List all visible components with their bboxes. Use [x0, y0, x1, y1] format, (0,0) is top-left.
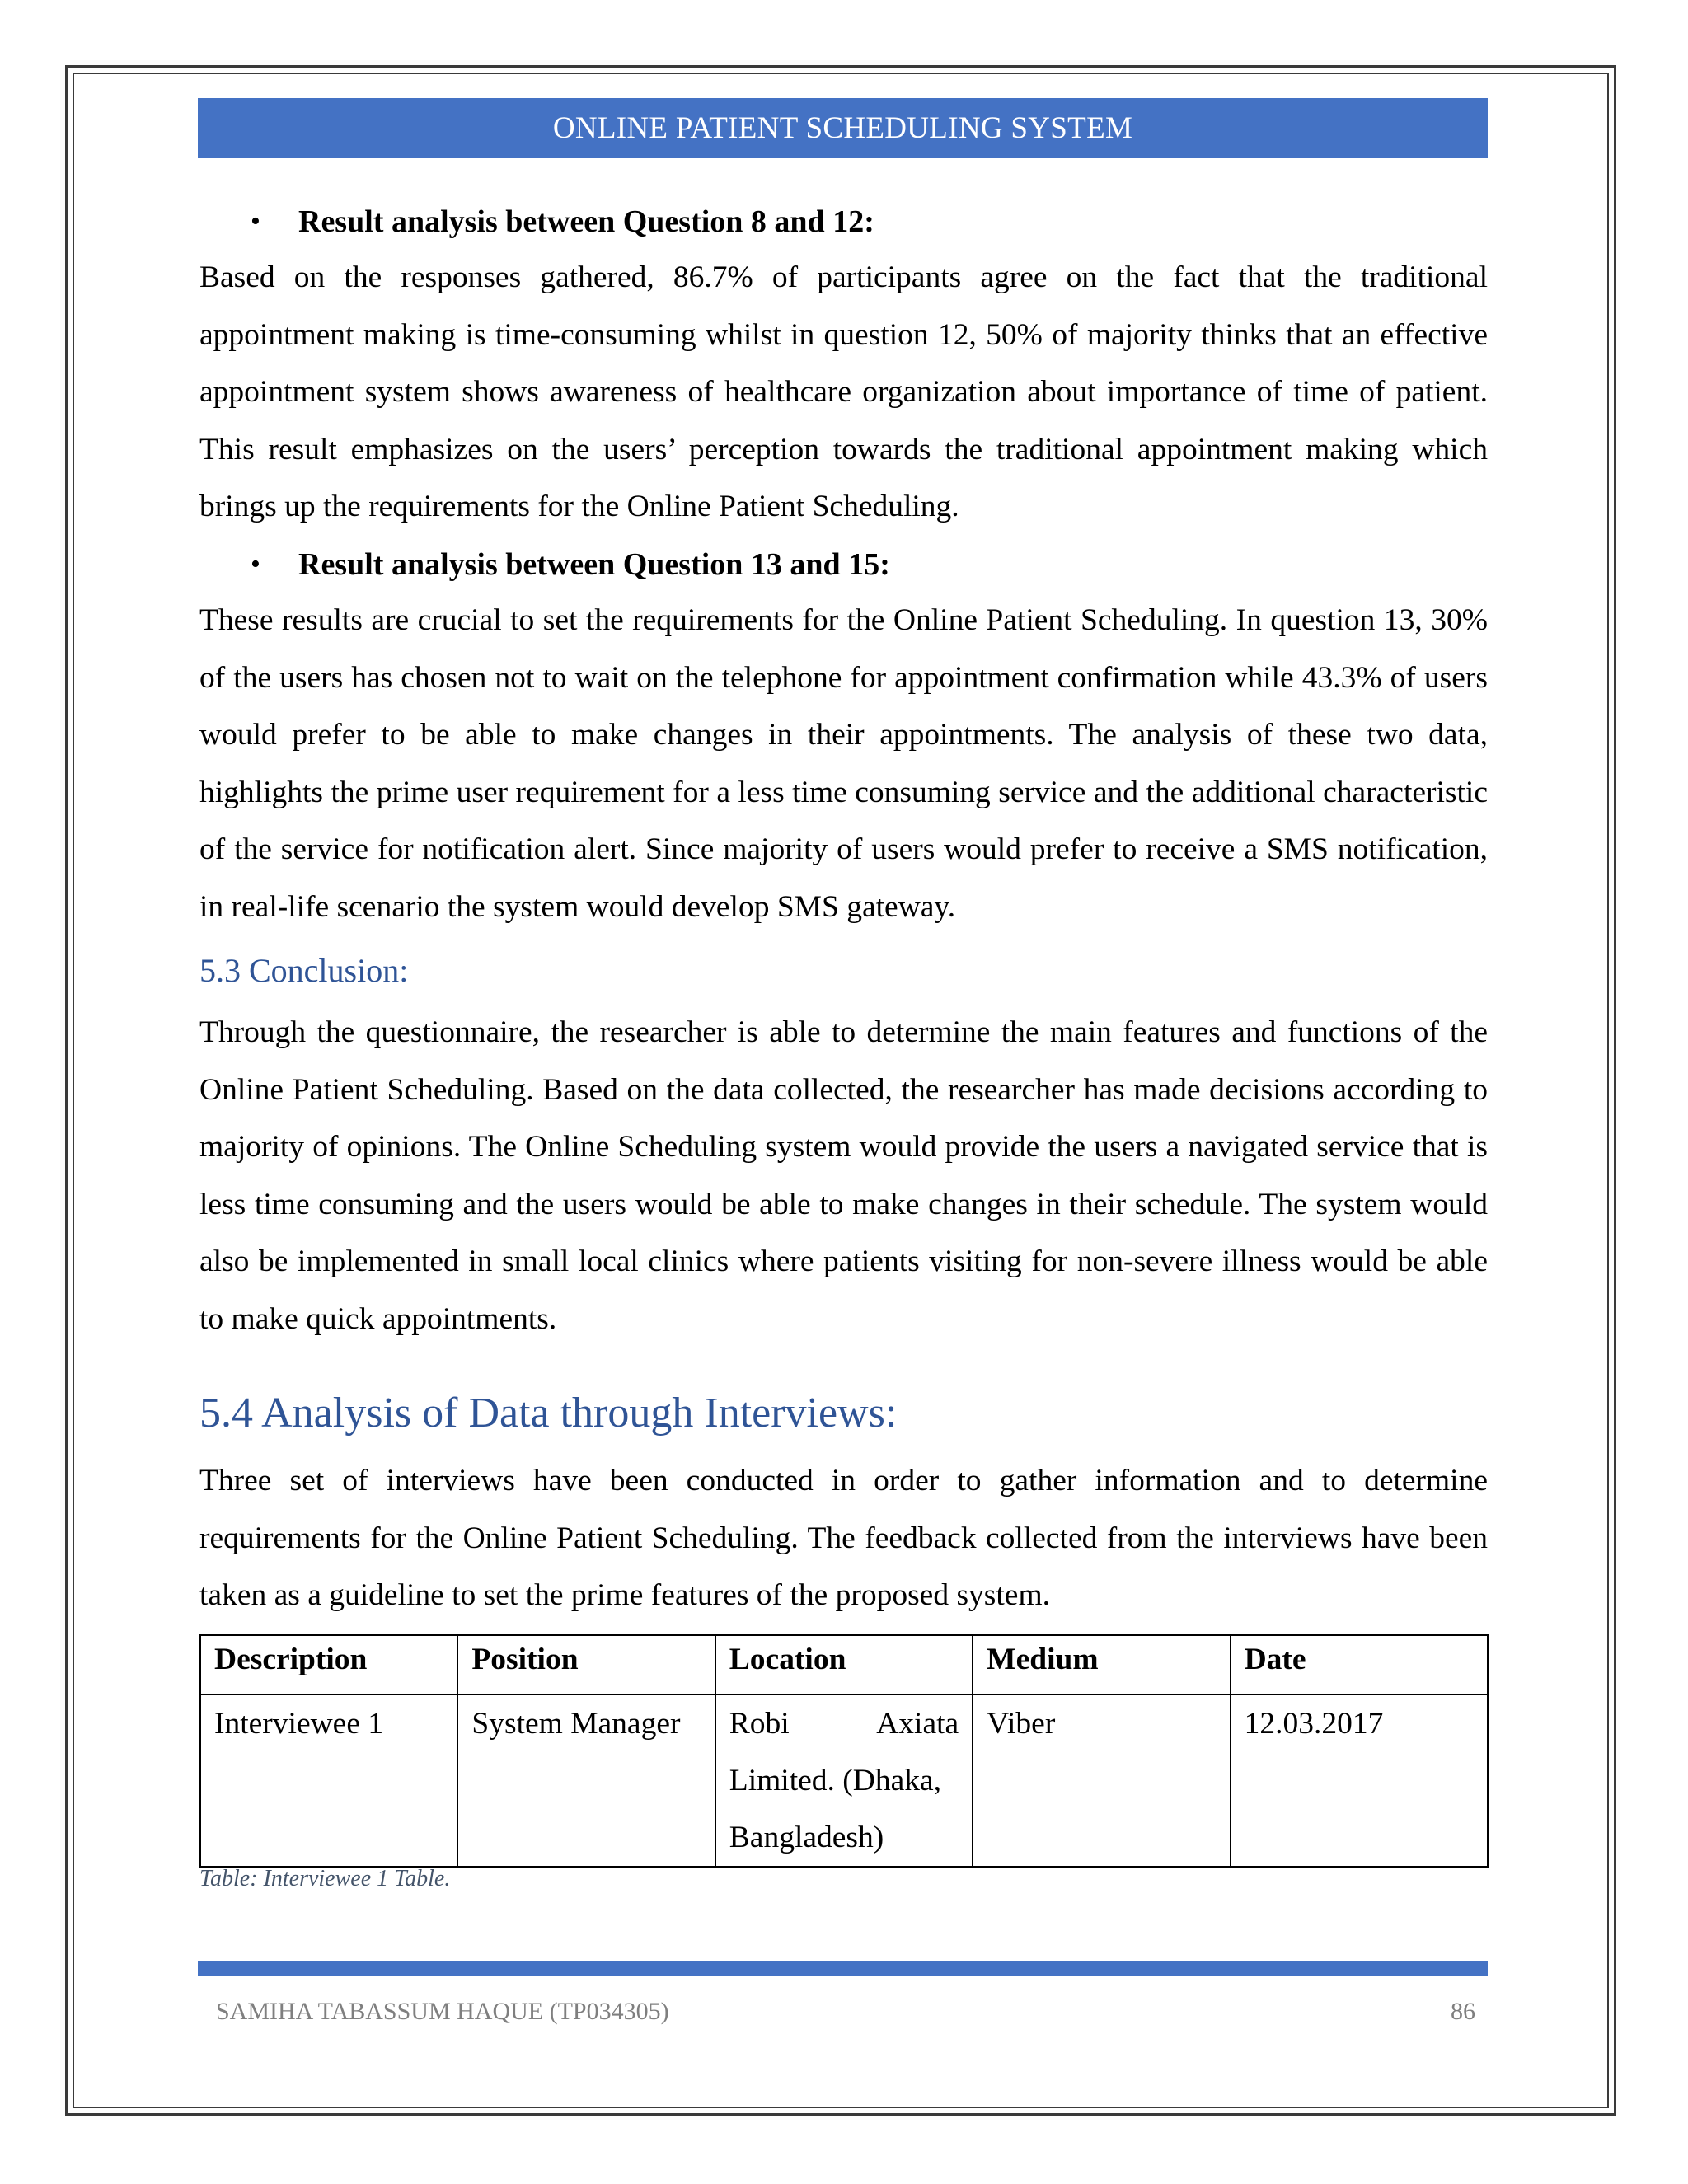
bullet-heading-q8-12: [199, 201, 1488, 242]
table-caption: Table: Interviewee 1 Table.: [199, 1866, 451, 1891]
cell-description: Interviewee 1: [200, 1694, 457, 1867]
bullet-icon: •: [251, 206, 260, 237]
footer-author: SAMIHA TABASSUM HAQUE (TP034305): [216, 1998, 669, 2025]
paragraph-interviews: Three set of interviews have been conducted in order to gather information and to determine requirements for the Online Patient Scheduling. The feedback collected from the interviews have been taken as a guideline to set the prime features of the proposed system.: [199, 1464, 1488, 1612]
paragraph-q8-12: Based on the responses gathered, 86.7% of participants agree on the fact that the traditional appointment making is time-consuming whilst in question 12, 50% of majority thinks that an effective appointment system shows awareness of healthcare organization about importance of time of patient. This result emphasizes on the users’ perception towards the traditional appointment making which brings up the requirements for the Online Patient Scheduling.: [199, 260, 1488, 523]
column-header-medium: Medium: [973, 1635, 1230, 1694]
bullet-heading-q13-15: [199, 544, 1488, 585]
column-header-position: Position: [457, 1635, 715, 1694]
footer-divider-bar: [198, 1961, 1488, 1976]
interviewee-table: [199, 1634, 1489, 1868]
table-row: [200, 1694, 1488, 1867]
section-heading-conclusion: 5.3 Conclusion:: [199, 952, 409, 989]
paragraph-conclusion: Through the questionnaire, the researcher is able to determine the main features and functions of the Online Patient Scheduling. Based on the data collected, the researcher has made decisions according to majority of opinions. The Online Scheduling system would provide the users a navigated service that is less time consuming and the users would be able to make changes in their schedule. The system would also be implemented in small local clinics where patients visiting for non-severe illness would be able to make quick appointments.: [199, 1015, 1488, 1336]
section-heading-interviews: 5.4 Analysis of Data through Interviews:: [199, 1390, 898, 1436]
location-line-3: Bangladesh): [729, 1821, 884, 1854]
cell-medium: Viber: [973, 1694, 1230, 1867]
heading-text: Result analysis between Question 13 and 15:: [298, 547, 890, 582]
location-line-1: Robi Axiata: [729, 1707, 959, 1741]
page-number: 86: [1451, 1998, 1475, 2025]
column-header-description: Description: [200, 1635, 457, 1694]
table-header-row: [200, 1635, 1488, 1694]
bullet-icon: •: [251, 549, 260, 579]
cell-location: [715, 1694, 973, 1867]
column-header-location: Location: [715, 1635, 973, 1694]
cell-date: 12.03.2017: [1231, 1694, 1488, 1867]
heading-text: Result analysis between Question 8 and 12:: [298, 204, 874, 239]
paragraph-q13-15: These results are crucial to set the requirements for the Online Patient Scheduling. In question 13, 30% of the users has chosen not to wait on the telephone for appointment confirmation while 43.3% of users would prefer to be able to make changes in their appointments. The analysis of these two data, highlights the prime user requirement for a less time consuming service and the additional characteristic of the service for notification alert. Since majority of users would prefer to receive a SMS notification, in real-life scenario the system would develop SMS gateway.: [199, 603, 1488, 924]
column-header-date: Date: [1231, 1635, 1488, 1694]
cell-position: System Manager: [457, 1694, 715, 1867]
location-line-2: Limited. (Dhaka,: [729, 1764, 941, 1797]
running-header: ONLINE PATIENT SCHEDULING SYSTEM: [198, 98, 1488, 158]
